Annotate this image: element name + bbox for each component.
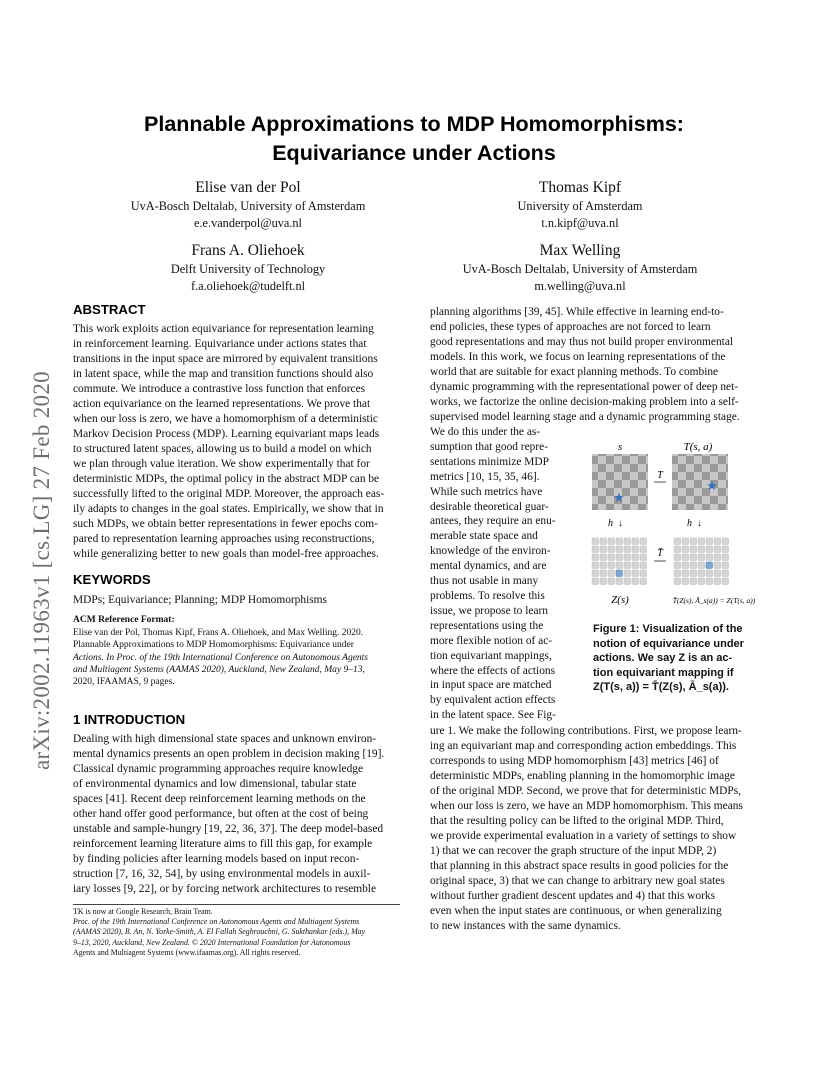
text-line: issue, we propose to learn <box>430 604 548 617</box>
latent-cell <box>722 546 729 553</box>
author-name: Frans A. Oliehoek <box>191 242 305 259</box>
down-arrow-icon: ↓ <box>618 518 623 529</box>
text-line: ure 1. We make the following contributions. First, we propose learn- <box>430 725 742 737</box>
abstract-text <box>73 322 400 562</box>
down-arrow-icon: ↓ <box>697 518 702 529</box>
latent-cell <box>722 578 729 585</box>
latent-cell <box>690 570 697 577</box>
text-line: sentations minimize MDP <box>430 455 549 468</box>
grid-world-next <box>672 454 728 510</box>
author-name: Elise van der Pol <box>195 179 301 196</box>
latent-cell <box>706 554 713 561</box>
acm-reference-text <box>73 627 403 688</box>
latent-cell <box>714 546 721 553</box>
latent-cell <box>690 538 697 545</box>
caption-line: notion of equivariance under <box>593 637 744 650</box>
caption-line: actions. We say Z is an ac- <box>593 652 733 664</box>
text-line: while generalizing better to new goals than model-free approaches. <box>73 548 379 560</box>
arxiv-stamp <box>14 285 54 770</box>
latent-cell <box>624 546 631 553</box>
text-line: Markov Decision Process (MDP). Learning equivariant maps leads <box>73 428 380 440</box>
text-line: mental dynamics, and are <box>430 560 547 573</box>
author-affiliation: University of Amsterdam <box>517 199 643 213</box>
text-line: where the effects of actions <box>430 664 556 677</box>
text-line: we plan through value iteration. We show experimentally that for <box>73 458 370 470</box>
latent-cell <box>690 546 697 553</box>
text-line: planning algorithms [39, 45]. While effective in learning end-to- <box>430 306 724 318</box>
text-line: problems. To resolve this <box>430 589 545 602</box>
text-line: We do this under the as- <box>430 426 541 438</box>
text-line: While such metrics have <box>430 485 543 498</box>
introduction-text-right-top <box>430 305 757 425</box>
text-line: knowledge of the environ- <box>430 545 551 558</box>
label-transition: T <box>657 470 663 481</box>
figure-caption <box>593 622 757 695</box>
text-line: merable state space and <box>430 530 538 543</box>
latent-cell <box>608 538 615 545</box>
author-block-2 <box>415 178 745 231</box>
text-line: unstable and sample-hungry [19, 22, 36, 37]. The deep model-based <box>73 823 384 835</box>
author-block-1 <box>83 178 413 231</box>
text-line: to structured latent spaces, allowing us to build a model on which <box>73 443 372 455</box>
star-icon: ★ <box>613 490 625 505</box>
latent-cell <box>674 578 681 585</box>
latent-cell-active <box>616 570 623 577</box>
text-line: transitions in the input space are mirrored by equivalent transitions <box>73 353 378 365</box>
arxiv-id: arXiv:2002.11963v1 [cs.LG] 27 Feb 2020 <box>29 371 54 770</box>
latent-cell <box>698 546 705 553</box>
latent-cell <box>706 546 713 553</box>
introduction-text-right-bottom <box>430 724 757 934</box>
text-line: even when the input states are continuous, or when generalizing <box>430 905 722 917</box>
author-block-3 <box>83 241 413 294</box>
text-line: world that are suitable for exact planning methods. To combine <box>430 366 719 378</box>
latent-cell <box>682 562 689 569</box>
text-line: original space, 3) that we can change to arbitrary new goal states <box>430 875 725 887</box>
latent-cell <box>690 554 697 561</box>
footnote-line: TK is now at Google Research, Brain Team. <box>73 907 213 916</box>
latent-cell <box>698 578 705 585</box>
author-email: e.e.vanderpol@uva.nl <box>194 215 302 230</box>
text-line: corresponds to using MDP homomorphism [43] metrics [46] of <box>430 755 719 767</box>
caption-line: Figure 1: Visualization of the <box>593 623 743 635</box>
author-affiliation: UvA-Bosch Deltalab, University of Amsterdam <box>462 262 698 276</box>
text-line: in the latent space. See Fig- <box>430 709 556 722</box>
text-line: pared to representation learning approaches using reconstructions, <box>73 533 375 545</box>
latent-cell <box>608 570 615 577</box>
abstract-heading: ABSTRACT <box>73 302 146 317</box>
label-latent-state: Z(s) <box>611 594 629 606</box>
text-line: mental dynamics presents an open problem in decision making [19]. <box>73 748 385 760</box>
star-icon: ★ <box>706 478 718 493</box>
latent-cell <box>608 562 615 569</box>
latent-cell <box>706 578 713 585</box>
latent-cell <box>592 554 599 561</box>
text-line: struction [7, 16, 32, 54], by using environmental models in auxil- <box>73 868 371 880</box>
text-line: action equivariance on the learned representations. We prove that <box>73 398 371 410</box>
latent-cell <box>592 546 599 553</box>
text-line: of the original MDP. Second, we prove that for deterministic MDPs, <box>430 785 741 797</box>
text-line: ing an equivariant map and corresponding action embeddings. This <box>430 740 737 752</box>
footnote-line: Agents and Multiagent Systems (www.ifaamas.org). All rights reserved. <box>73 947 301 957</box>
latent-cell <box>682 570 689 577</box>
author-affiliation: Delft University of Technology <box>170 262 326 276</box>
author-name: Thomas Kipf <box>538 179 622 196</box>
text-line: commute. We introduce a contrastive loss function that enforces <box>73 383 366 395</box>
latent-cell-active <box>706 562 713 569</box>
text-line: to new instances with the same dynamics. <box>430 920 621 932</box>
latent-cell <box>674 538 681 545</box>
label-encoder-left: h <box>608 518 613 529</box>
author-email: m.welling@uva.nl <box>534 278 626 293</box>
text-line: successfully lifted to the original MDP. Moreover, the approach eas- <box>73 488 385 500</box>
introduction-heading: 1 INTRODUCTION <box>73 712 186 727</box>
latent-cell <box>714 562 721 569</box>
title-line-2: Equivariance under Actions <box>272 141 556 165</box>
latent-cell <box>632 578 639 585</box>
title-line-1: Plannable Approximations to MDP Homomorphisms: <box>144 112 684 136</box>
latent-cell <box>640 554 647 561</box>
latent-cell <box>624 554 631 561</box>
footnote-line: 9–13, 2020, Auckland, New Zealand. © 2020 International Foundation for Autonomous <box>73 937 351 947</box>
latent-cell <box>616 554 623 561</box>
latent-cell <box>632 538 639 545</box>
latent-cell <box>722 538 729 545</box>
text-line: supervised model learning stage and a dynamic programming stage. <box>430 411 740 423</box>
latent-cell <box>608 546 615 553</box>
latent-cell <box>674 554 681 561</box>
latent-cell <box>706 538 713 545</box>
latent-cell <box>624 578 631 585</box>
latent-cell <box>616 578 623 585</box>
paper-title <box>0 110 828 168</box>
introduction-text-left <box>73 732 400 897</box>
latent-cell <box>698 538 705 545</box>
text-line: works, we factorize the online decision-making problem into a self- <box>430 396 739 408</box>
latent-cell <box>706 570 713 577</box>
latent-cell <box>682 578 689 585</box>
latent-cell <box>714 578 721 585</box>
caption-line: tion equivariant mapping if <box>593 666 734 679</box>
text-line: that planning in this abstract space results in good policies for the <box>430 860 729 872</box>
introduction-text-wrapped <box>430 425 564 723</box>
latent-cell <box>616 546 623 553</box>
latent-cell <box>690 562 697 569</box>
latent-cell <box>624 570 631 577</box>
latent-cell <box>600 570 607 577</box>
text-line: deterministic MDPs, enabling planning in the homomorphic image <box>430 770 735 782</box>
latent-cell <box>600 538 607 545</box>
text-line: without further gradient descent updates and 4) that this works <box>430 890 716 902</box>
author-email: t.n.kipf@uva.nl <box>541 215 619 230</box>
footnote-line: (AAMAS 2020), B. An, N. Yorke-Smith, A. El Fallah Seghrouchni, G. Sukthankar (eds.), May <box>73 927 366 937</box>
latent-cell <box>640 562 647 569</box>
latent-cell <box>674 546 681 553</box>
latent-cell <box>640 578 647 585</box>
latent-grid-left <box>592 538 647 585</box>
text-line: by equivalent action effects <box>430 694 556 707</box>
latent-cell <box>592 562 599 569</box>
label-latent-transition: T̄ <box>657 548 663 559</box>
text-line: of environmental dynamics and low dimensional, tabular state <box>73 778 357 790</box>
text-line: iary losses [9, 22], or by forcing network architectures to resemble <box>73 883 377 895</box>
latent-cell <box>624 562 631 569</box>
latent-cell <box>674 562 681 569</box>
latent-cell <box>682 538 689 545</box>
text-line: ily adapts to changes in the goal states. Empirically, we show that in <box>73 503 384 515</box>
latent-cell <box>682 554 689 561</box>
text-line: desirable theoretical guar- <box>430 500 549 513</box>
label-encoder-right: h <box>687 518 692 529</box>
author-email: f.a.oliehoek@tudelft.nl <box>190 278 306 293</box>
latent-cell <box>608 554 615 561</box>
footnote-divider <box>73 904 400 905</box>
latent-cell <box>674 570 681 577</box>
author-name: Max Welling <box>539 242 621 259</box>
latent-cell <box>616 562 623 569</box>
latent-cell <box>624 538 631 545</box>
latent-cell <box>592 538 599 545</box>
latent-cell <box>592 578 599 585</box>
text-line: Classical dynamic programming approaches require knowledge <box>73 763 364 775</box>
text-line: 2020, IFAAMAS, 9 pages. <box>73 677 175 688</box>
label-state: s <box>617 441 623 453</box>
text-line: Dealing with high dimensional state spaces and unknown environ- <box>73 733 377 745</box>
figure-equivariance <box>582 432 768 614</box>
text-line: Elise van der Pol, Thomas Kipf, Frans A. Oliehoek, and Max Welling. 2020. <box>73 628 364 638</box>
label-next-state: T(s, a) <box>683 441 713 453</box>
author-affiliation: UvA-Bosch Deltalab, University of Amsterdam <box>130 199 366 213</box>
latent-cell <box>698 570 705 577</box>
latent-cell <box>722 554 729 561</box>
text-line: Plannable Approximations to MDP Homomorphisms: Equivariance under <box>73 640 354 651</box>
footnote-line: Proc. of the 19th International Conference on Autonomous Agents and Multiagent Systems <box>73 917 360 927</box>
latent-cell <box>600 554 607 561</box>
latent-cell <box>632 570 639 577</box>
latent-cell <box>632 546 639 553</box>
text-line: when our loss is zero, we have an MDP homomorphism. This means <box>430 800 743 812</box>
text-line: in input space are matched <box>430 679 552 692</box>
latent-cell <box>714 570 721 577</box>
latent-cell <box>640 546 647 553</box>
latent-cell <box>608 578 615 585</box>
latent-cell <box>640 538 647 545</box>
latent-cell <box>632 562 639 569</box>
keywords-text: MDPs; Equivariance; Planning; MDP Homomorphisms <box>73 594 327 606</box>
text-line: tion equivariant mappings, <box>430 649 552 662</box>
text-line: sumption that good repre- <box>430 440 548 453</box>
latent-cell <box>600 562 607 569</box>
keywords-heading: KEYWORDS <box>73 572 151 587</box>
text-line: in latent space, while the map and transition functions should also <box>73 368 374 380</box>
text-line: good representations and may thus not build proper environmental <box>430 336 734 348</box>
latent-cell <box>592 570 599 577</box>
label-equivariance-equation: T̄(Z(s), Ā_s(a)) = Z(T(s, a)) <box>672 596 756 605</box>
latent-cell <box>600 578 607 585</box>
latent-cell <box>714 554 721 561</box>
latent-cell <box>722 570 729 577</box>
author-block-4 <box>415 241 745 294</box>
text-line: dynamic programming with the representational power of deep net- <box>430 381 739 393</box>
latent-cell <box>640 570 647 577</box>
latent-cell <box>616 538 623 545</box>
text-line: This work exploits action equivariance for representation learning <box>73 323 374 335</box>
text-line: representations using the <box>430 619 544 632</box>
latent-cell <box>698 554 705 561</box>
text-line: we provide experimental evaluation in a variety of settings to show <box>430 830 737 842</box>
text-line: metrics [10, 15, 35, 46]. <box>430 470 540 483</box>
text-line: end policies, these types of approaches are not forced to learn <box>430 321 711 333</box>
latent-cell <box>722 562 729 569</box>
latent-cell <box>632 554 639 561</box>
text-line: other hand offer good performance, but often at the cost of being <box>73 808 369 820</box>
latent-cell <box>698 562 705 569</box>
caption-line: Z(T(s, a)) = T̄(Z(s), Ā_s(a)). <box>593 681 729 693</box>
text-line: that the resulting policy can be lifted to the original MDP. Third, <box>430 815 724 827</box>
text-line: 1) that we can recover the graph structure of the input MDP, 2) <box>430 845 717 857</box>
footnotes <box>73 907 403 958</box>
text-line: antees, they require an enu- <box>430 515 556 528</box>
text-line: models. In this work, we focus on learning representations of the <box>430 351 726 363</box>
text-line: more flexible notion of ac- <box>430 634 553 647</box>
text-line: by finding policies after learning models based on input recon- <box>73 853 360 865</box>
text-line: in reinforcement learning. Equivariance under actions states that <box>73 338 367 350</box>
text-line: and Multiagent Systems (AAMAS 2020), Auckland, New Zealand, May 9–13, <box>73 664 365 675</box>
text-line: Actions. In Proc. of the 19th International Conference on Autonomous Agents <box>73 652 368 663</box>
latent-cell <box>682 546 689 553</box>
text-line: when our loss is zero, we have a homomorphism of a deterministic <box>73 413 378 425</box>
text-line: such MDPs, we obtain better representations in fewer epochs com- <box>73 518 378 530</box>
text-line: spaces [41]. Recent deep reinforcement learning methods on the <box>73 793 366 805</box>
latent-grid-right <box>674 538 729 585</box>
text-line: deterministic MDPs, the optimal policy in the abstract MDP can be <box>73 473 380 485</box>
acm-reference-heading: ACM Reference Format: <box>73 615 175 625</box>
text-line: thus not usable in many <box>430 575 539 588</box>
latent-cell <box>714 538 721 545</box>
text-line: reinforcement learning literature aims to fill this gap, for example <box>73 838 373 850</box>
latent-cell <box>690 578 697 585</box>
latent-cell <box>600 546 607 553</box>
